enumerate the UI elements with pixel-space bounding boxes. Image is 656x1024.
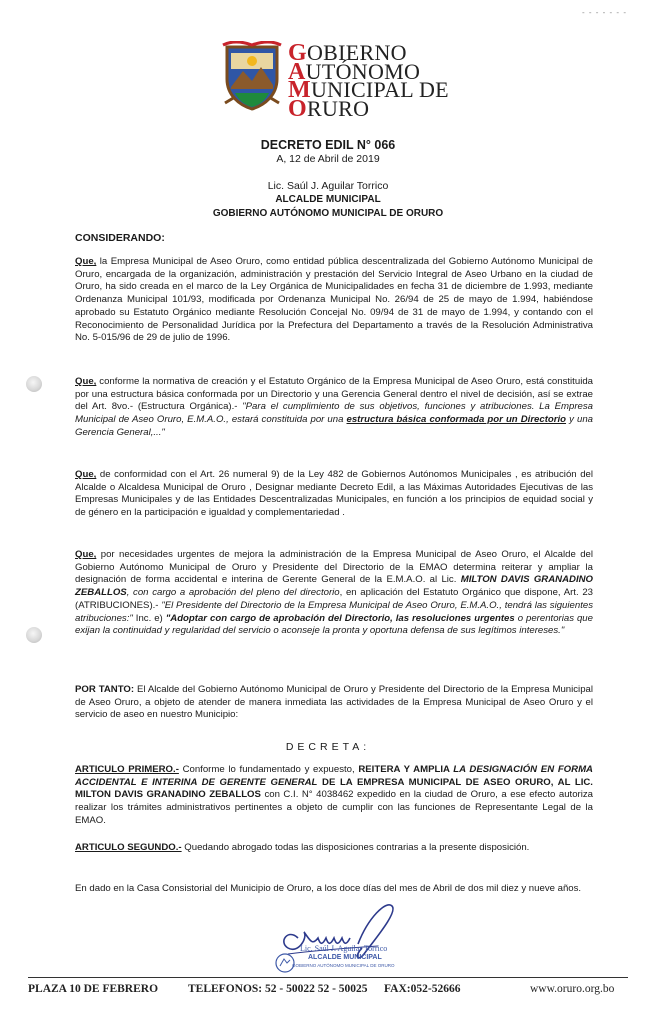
footer-phones: TELEFONOS: 52 - 50022 52 - 50025 bbox=[188, 983, 368, 995]
mayor-name: Lic. Saúl J. Aguilar Torrico bbox=[267, 180, 389, 192]
punch-hole bbox=[26, 376, 42, 392]
org-line: ORURO bbox=[288, 95, 370, 122]
org-line: MUNICIPAL DE bbox=[288, 77, 449, 103]
footer-divider bbox=[28, 977, 628, 978]
org-line: AUTÓNOMO bbox=[288, 58, 421, 85]
footer-fax: FAX:052-52666 bbox=[384, 983, 461, 995]
considerando-heading: CONSIDERANDO: bbox=[75, 232, 165, 244]
paragraph-considerando-4: Que, por necesidades urgentes de mejora la administración de la Empresa Municipal de Aseo Oruro, el Alcalde del Gobierno Autónomo Municipal de Oruro y Presidente del Directorio de la EMAO determina reiterar y ampliar la designación de forma accidental e interina de Gerente General de la E.M.A.O. al Lic. MILTON DAVIS GRANADINO ZEBALLOS, con cargo a aprobación del pleno del directorio, en aplicación del Estatuto Orgánico que dispone, Art. 23 (ATRIBUCIONES).- "El Presidente del Directorio de la Empresa Municipal de Aseo Oruro, E.M.A.O., tendrá las siguientes atribuciones:" Inc. e) "Adoptar con cargo de aprobación del Directorio, las resoluciones urgentes o perentorias que exijan la continuidad y regularidad del servicio o aconseje la pronta y oportuna defensa de sus legítimos intereses." bbox=[75, 549, 593, 637]
decree-date: A, 12 de Abril de 2019 bbox=[276, 153, 380, 165]
org-line: GOBIERNO bbox=[288, 40, 407, 66]
mayor-organization: GOBIERNO AUTÓNOMO MUNICIPAL DE ORURO bbox=[212, 208, 444, 219]
paragraph-por-tanto: POR TANTO: El Alcalde del Gobierno Autónomo Municipal de Oruro y Presidente del Directorio de la Empresa Municipal de Aseo Oruro, a objeto de atender de manera inmediata las actividades de la Empresa Municipal de Aseo Oruro y el servicio de aseo en nuestro Municipio: bbox=[75, 684, 593, 721]
footer-address: PLAZA 10 DE FEBRERO bbox=[28, 983, 159, 995]
organization-name bbox=[288, 40, 449, 122]
stamp-organization: GOBIERNO AUTÓNOMO MUNICIPAL DE ORURO bbox=[292, 963, 395, 968]
paragraph-considerando-1: Que, la Empresa Municipal de Aseo Oruro, como entidad pública descentralizada del Gobierno Autónomo Municipal de Oruro, encargada de la organización, administración y prestación del Servicio Integral de Aseo Urbano en la ciudad de Oruro, ha sido creada en el marco de la Ley Orgánica de Municipalidades en fecha 31 de diciembre de 1.993, mediante Ordenanza Municipal 101/93, modificada por Ordenanza Municipal No. 26/94 de 25 de mayo de 1.994, habiéndose aprobado su Estatuto Orgánico mediante Resolución Concejal No. 09/94 de 31 de mayo de 1.994, y contando con el Reconocimiento de Personalidad Jurídica por la Prefectura del Departamento a través de la Resolución Administrativa No. 5-015/96 de 29 de julio de 1996. bbox=[75, 256, 593, 344]
coat-of-arms-icon bbox=[221, 41, 283, 111]
corner-marks: - - - - - - - bbox=[582, 8, 627, 17]
paragraph-considerando-2: Que, conforme la normativa de creación y el Estatuto Orgánico de la Empresa Municipal de Aseo Oruro, está constituida por una estructura básica conformada por un Directorio y una Gerencia General dentro el nivel de decisión, así se extrae del Art. 8vo.- (Estructura Orgánica).- "Para el cumplimiento de sus objetivos, funciones y atribuciones. La Empresa Municipal de Aseo Oruro, E.M.A.O., estará constituida por una estructura básica conformada por un Directorio y una Gerencia General,..." bbox=[75, 376, 593, 438]
footer-website: www.oruro.org.bo bbox=[530, 983, 615, 995]
closing-paragraph: En dado en la Casa Consistorial del Municipio de Oruro, a los doce días del mes de Abril de dos mil diez y nueve años. bbox=[75, 883, 582, 894]
article-second: ARTICULO SEGUNDO.- Quedando abrogado todas las disposiciones contrarias a la presente disposición. bbox=[75, 842, 530, 853]
decree-title: DECRETO EDIL N° 066 bbox=[260, 138, 396, 152]
mayor-title: ALCALDE MUNICIPAL bbox=[275, 194, 381, 205]
punch-hole bbox=[26, 627, 42, 643]
paragraph-considerando-3: Que, de conformidad con el Art. 26 numeral 9) de la Ley 482 de Gobiernos Autónomos Municipales , es atribución del Alcalde o Alcaldesa Municipal de Oruro , Designar mediante Decreto Edil, a las Máximas Autoridades Ejecutivas de las Empresas Municipales y de las Entidades Descentralizadas Municipales, en función a los principios de equidad social y de género en la participación e igualdad y complementariedad . bbox=[75, 469, 593, 519]
stamp-name: Lic. Saúl J. Aguilar Torrico bbox=[300, 944, 388, 953]
decreta-heading: DECRETA: bbox=[285, 741, 371, 753]
stamp-title: ALCALDE MUNICIPAL bbox=[308, 954, 382, 961]
article-first: ARTICULO PRIMERO.- Conforme lo fundamentado y expuesto, REITERA Y AMPLIA LA DESIGNACIÓN EN FORMA ACCIDENTAL E INTERINA DE GERENTE GENERAL DE LA EMPRESA MUNICIPAL DE ASEO ORURO, AL LIC. MILTON DAVIS GRANADINO ZEBALLOS con C.I. N° 4038462 expedido en la ciudad de Oruro, a ese efecto autoriza realizar los trámites administrativos pertinentes a objeto de cumplir con las funciones de Representante Legal de la EMAO. bbox=[75, 764, 594, 826]
